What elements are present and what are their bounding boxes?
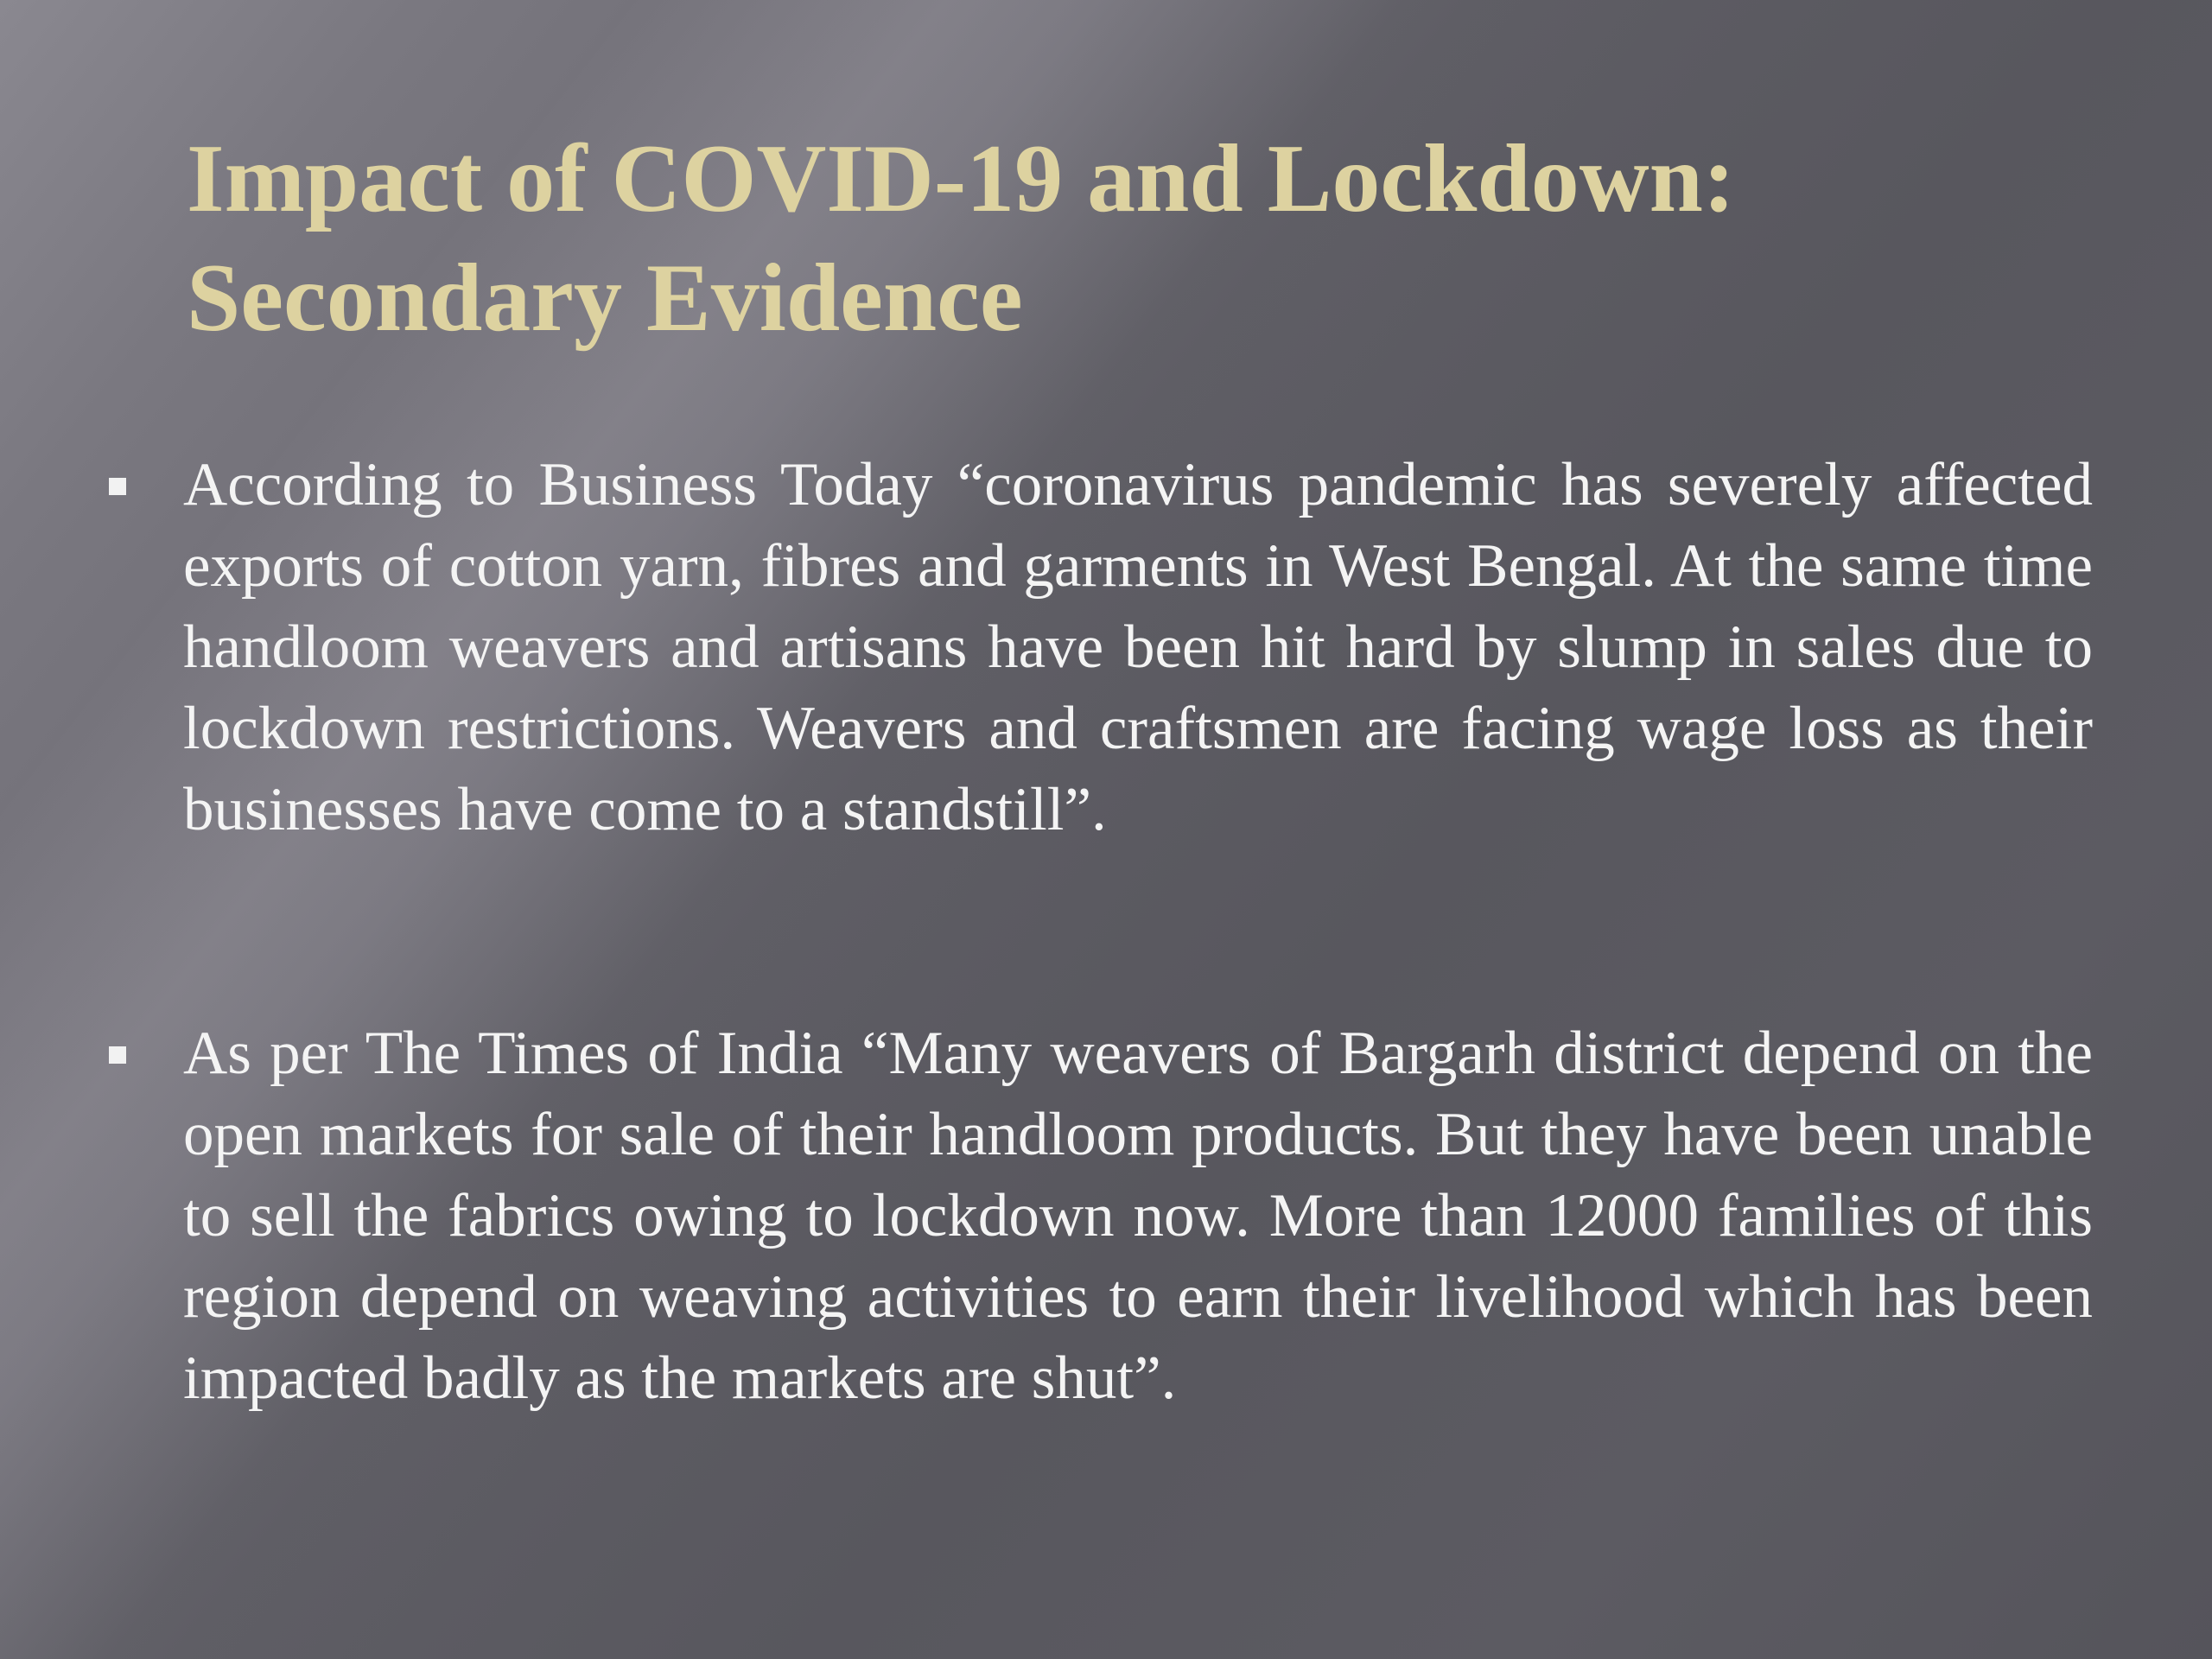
square-bullet-icon <box>109 478 126 495</box>
bullet-item-business-today <box>183 444 2093 850</box>
bullet-item-times-of-india <box>183 1013 2093 1419</box>
title-line-2: Secondary Evidence <box>187 245 1023 352</box>
square-bullet-icon <box>109 1046 126 1064</box>
slide-title <box>187 119 2088 358</box>
bullet-text: As per The Times of India “Many weavers of Bargarh district depend on the open markets for sale of their handloom products. But they have been unable to sell the fabrics owing to lockdown now. More than 12000 families of this region depend on weaving activities to earn their livelihood which has been impacted badly as the markets are shut”. <box>183 1020 2093 1412</box>
title-line-1: Impact of COVID-19 and Lockdown: <box>187 125 1736 232</box>
bullet-text: According to Business Today “coronavirus pandemic has severely affected exports of cotton yarn, fibres and garments in West Bengal. At the same time handloom weavers and artisans have been hit hard by slump in sales due to lockdown restrictions. Weavers and craftsmen are facing wage loss as their businesses have come to a standstill”. <box>183 451 2093 843</box>
